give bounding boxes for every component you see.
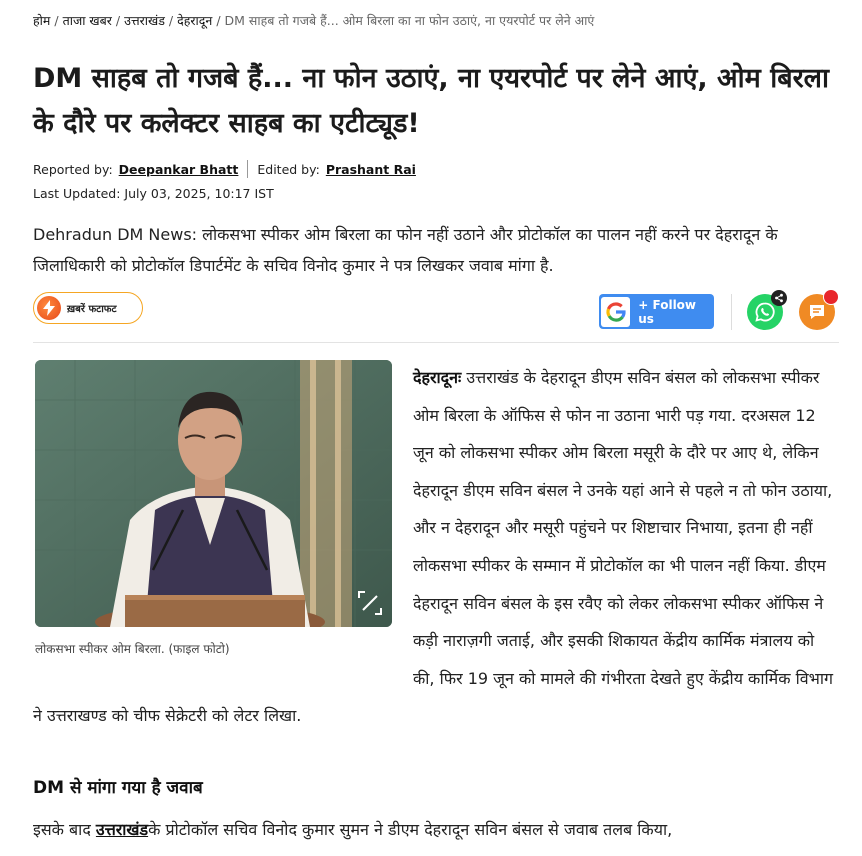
- khabren-fatafat-button[interactable]: [33, 292, 143, 324]
- section-subheading: DM से मांगा गया है जवाब: [33, 778, 203, 798]
- edited-by-label: Edited by:: [257, 161, 320, 177]
- breadcrumb-separator: /: [168, 13, 174, 28]
- body-paragraph: उत्तराखंड के देहरादून डीएम सविन बंसल को लोकसभा स्पीकर ओम बिरला के ऑफिस से फोन ना उठाना भारी पड़ गया. दरअसल 12 जून को लोकसभा स्पीकर ओम बिरला मसूरी के दौरे पर आए थे, लेकिन देहरादून डीएम सविन बंसल ने उनके यहां आने से पहले न तो फोन उठाया, और न देहरादून और मसूरी पहुंचने पर शिष्टाचार निभाया, इतना ही नहीं लोकसभा स्पीकर के सम्मान में प्रोटोकॉल का भी पालन नहीं किया. डीएम देहरादून सविन बंसल के इस रवैए को लेकर लोकसभा स्पीकर ऑफिस ने कड़ी नाराज़गी जताई, और इसकी शिकायत केंद्रीय कार्मिक मंत्रालय को की, फिर 19 जून को मामले की गंभीरता देखते हुए केंद्रीय कार्मिक विभाग ने उत्तराखण्ड को चीफ सेक्रेटरी को लेटर लिखा.: [33, 368, 834, 726]
- whatsapp-icon: [754, 301, 776, 323]
- google-follow-button[interactable]: [599, 294, 714, 329]
- breadcrumb: [33, 12, 843, 29]
- last-updated: [33, 186, 274, 201]
- reported-by-label: Reported by:: [33, 161, 113, 177]
- article-summary: Dehradun DM News: लोकसभा स्पीकर ओम बिरला का फोन नहीं उठाने और प्रोटोकॉल का पालन नहीं करने पर देहरादून के जिलाधिकारी को प्रोटोकॉल डिपार्टमेंट के सचिव विनोद कुमार ने पत्र लिखकर जवाब मांगा है.: [33, 225, 778, 275]
- last-updated-label: Last Updated:: [33, 186, 121, 201]
- fatafat-label: ख़बरें फटाफट: [67, 304, 117, 315]
- breadcrumb-city[interactable]: देहरादून: [177, 13, 213, 28]
- notification-dot: [823, 289, 839, 305]
- reporter-link[interactable]: Deepankar Bhatt: [118, 161, 239, 177]
- share-toolbar: [33, 286, 839, 343]
- comment-icon: [807, 302, 827, 322]
- uttarakhand-topic-link[interactable]: उत्तराखंड: [95, 820, 149, 839]
- bolt-icon: [37, 296, 61, 320]
- byline: [33, 160, 416, 178]
- breadcrumb-separator: /: [54, 13, 59, 28]
- para2-prefix: इसके बाद: [33, 820, 96, 839]
- dateline: देहरादूनः: [413, 368, 462, 387]
- breadcrumb-latest[interactable]: ताजा खबर: [62, 13, 112, 28]
- para2-text: के प्रोटोकॉल सचिव विनोद कुमार सुमन ने डीएम देहरादून सविन बंसल से जवाब तलब किया,: [148, 820, 673, 839]
- breadcrumb-separator: /: [216, 13, 221, 28]
- last-updated-value: July 03, 2025, 10:17 IST: [124, 186, 274, 201]
- breadcrumb-state[interactable]: उत्तराखंड: [124, 13, 165, 28]
- share-icon[interactable]: [771, 290, 787, 306]
- article-headline: DM साहब तो गजबे हैं... ना फोन उठाएं, ना एयरपोर्ट पर लेने आएं, ओम बिरला के दौरे पर कलेक्टर साहब का एटीट्यूड!: [33, 63, 829, 139]
- second-paragraph: [33, 813, 843, 847]
- editor-link[interactable]: Prashant Rai: [325, 161, 416, 177]
- byline-divider: [247, 160, 248, 178]
- breadcrumb-current: DM साहब तो गजबे हैं... ओम बिरला का ना फोन उठाएं, ना एयरपोर्ट पर लेने आएं: [224, 13, 595, 28]
- toolbar-divider: [731, 294, 732, 330]
- breadcrumb-separator: /: [115, 13, 121, 28]
- google-g-icon: [601, 297, 630, 327]
- breadcrumb-home[interactable]: होम: [33, 13, 51, 28]
- follow-label: + Follow us: [638, 297, 697, 326]
- image-caption: लोकसभा स्पीकर ओम बिरला. (फाइल फोटो): [35, 642, 230, 656]
- article-body: [33, 359, 833, 735]
- image-float-spacer: [33, 359, 413, 663]
